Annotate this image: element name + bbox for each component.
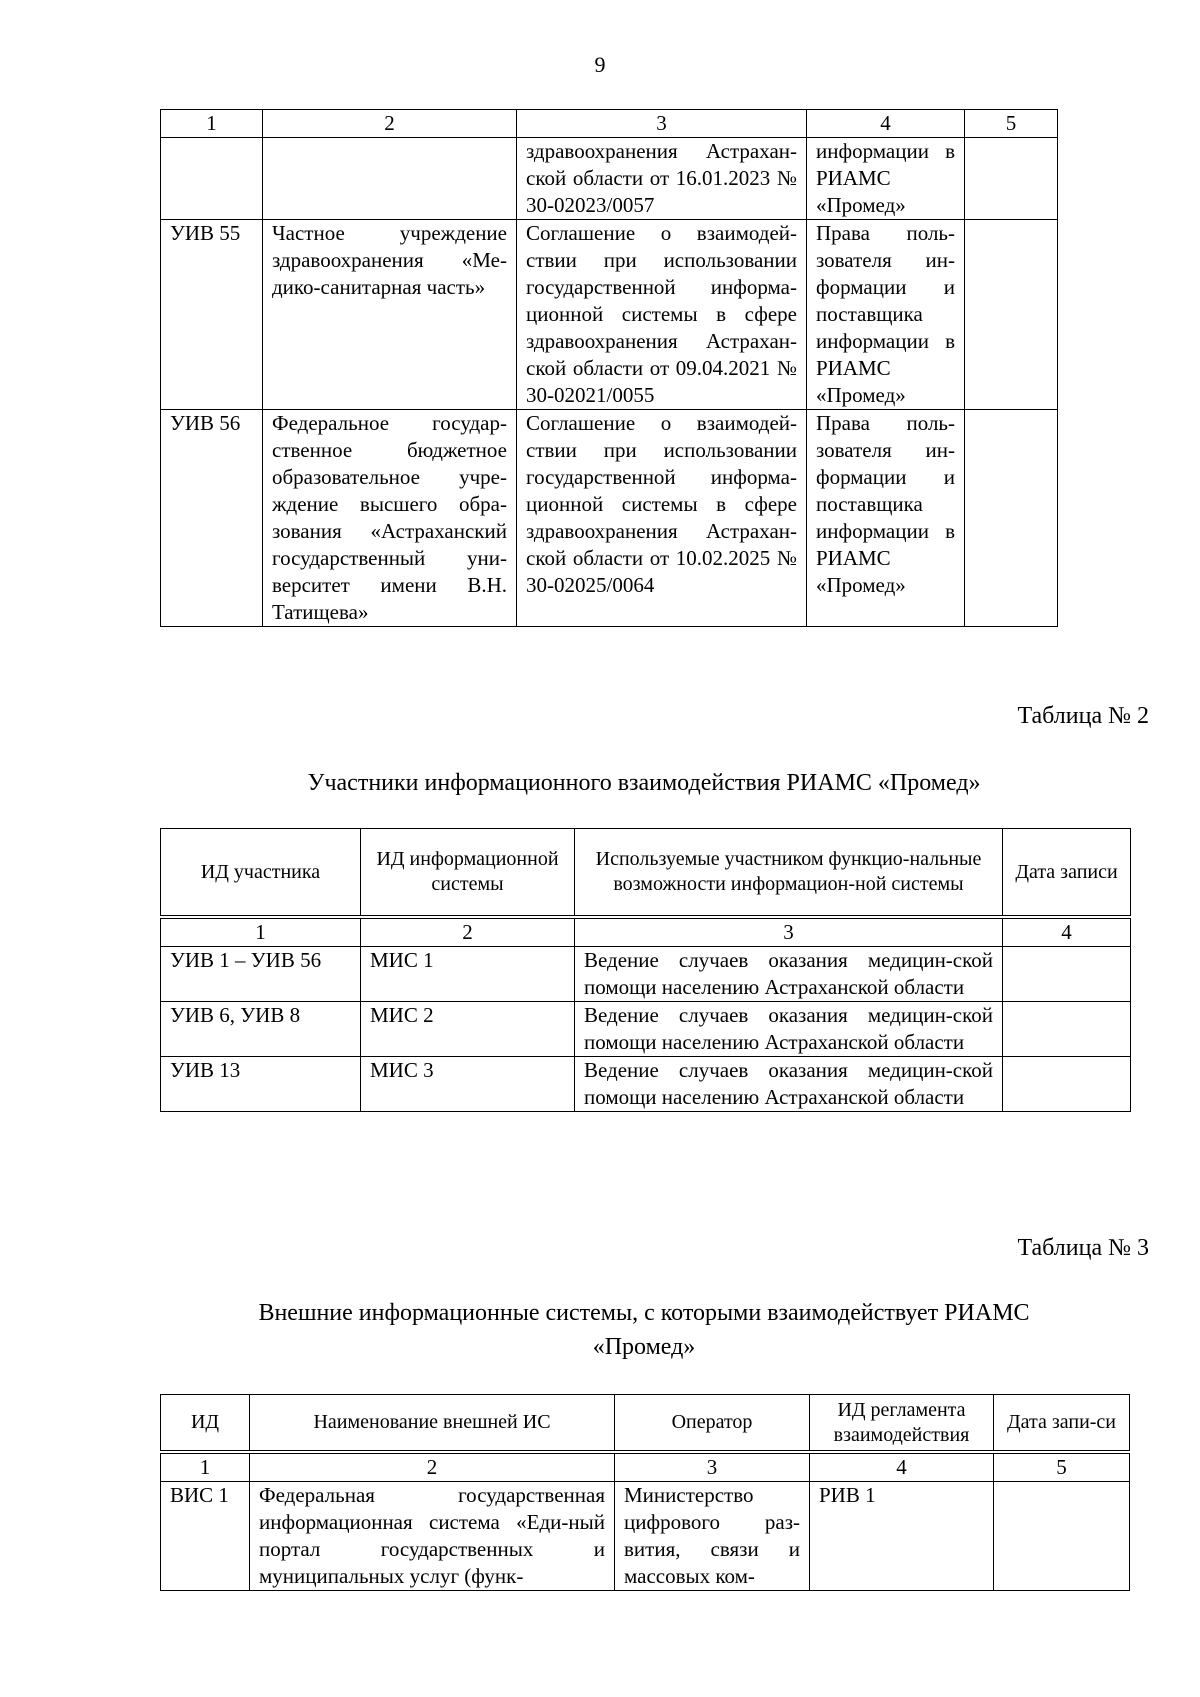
participant-rights: Права поль-зователя ин-формации и поставщика информации в РИАМС «Промед» xyxy=(807,410,965,627)
header-operator: Оператор xyxy=(615,1395,810,1451)
column-number: 1 xyxy=(161,919,361,947)
column-number: 3 xyxy=(615,1454,810,1482)
participant-id: УИВ 13 xyxy=(161,1057,361,1112)
column-number: 5 xyxy=(965,110,1058,138)
table-row xyxy=(161,1057,1131,1112)
column-number: 3 xyxy=(575,919,1003,947)
system-id: МИС 2 xyxy=(361,1002,575,1057)
participant-name: Частное учреждение здравоохранения «Ме-дико-санитарная часть» xyxy=(263,220,517,410)
table-row xyxy=(161,138,1058,220)
participant-id: УИВ 55 xyxy=(161,220,263,410)
functions: Ведение случаев оказания медицин-ской помощи населению Астраханской области xyxy=(575,947,1003,1002)
table-2-label: Таблица № 2 xyxy=(1017,703,1149,729)
participant-id xyxy=(161,138,263,220)
table-1 xyxy=(160,109,1058,627)
column-number: 2 xyxy=(250,1454,615,1482)
table-3 xyxy=(160,1394,1130,1591)
participant-rights: информации в РИАМС «Промед» xyxy=(807,138,965,220)
functions: Ведение случаев оказания медицин-ской помощи населению Астраханской области xyxy=(575,1057,1003,1112)
column-number: 2 xyxy=(361,919,575,947)
table-row xyxy=(161,1482,1130,1591)
header-participant-id: ИД участника xyxy=(161,829,361,916)
system-id: МИС 1 xyxy=(361,947,575,1002)
record-date xyxy=(965,138,1058,220)
header-record-date: Дата записи xyxy=(1003,829,1131,916)
table-2-column-numbers xyxy=(161,919,1131,947)
participant-name: Федеральное государ-ственное бюджетное образовательное учре-ждение высшего обра-зования «Астраханский государственный уни-верситет имени В.Н. Татищева» xyxy=(263,410,517,627)
header-system-id: ИД информационной системы xyxy=(361,829,575,916)
external-system-name: Федеральная государственная информационная система «Еди-ный портал государственных и муниципальных услуг (функ- xyxy=(250,1482,615,1591)
participant-rights: Права поль-зователя ин-формации и поставщика информации в РИАМС «Промед» xyxy=(807,220,965,410)
column-number: 1 xyxy=(161,110,263,138)
table-3-title-line-1: Внешние информационные системы, с которыми взаимодействует РИАМС xyxy=(258,1300,1030,1326)
table-2 xyxy=(160,828,1131,1112)
header-functions: Используемые участником функцио-нальные возможности информацион-ной системы xyxy=(575,829,1003,916)
participant-id: УИВ 1 – УИВ 56 xyxy=(161,947,361,1002)
column-number: 3 xyxy=(517,110,807,138)
column-number: 5 xyxy=(994,1454,1130,1482)
header-reglament-id: ИД регламента взаимодействия xyxy=(810,1395,994,1451)
table-3-label: Таблица № 3 xyxy=(1017,1235,1149,1261)
participant-id: УИВ 56 xyxy=(161,410,263,627)
reglament-id: РИВ 1 xyxy=(810,1482,994,1591)
record-date xyxy=(965,410,1058,627)
record-date xyxy=(1003,1057,1131,1112)
operator: Министерство цифрового раз-вития, связи и массовых ком- xyxy=(615,1482,810,1591)
table-1-column-numbers xyxy=(161,110,1058,138)
agreement-doc: Соглашение о взаимодей-ствии при использовании государственной информа-ционной системы в сфере здравоохранения Астрахан-ской области от 09.04.2021 № 30-02021/0055 xyxy=(517,220,807,410)
functions: Ведение случаев оказания медицин-ской помощи населению Астраханской области xyxy=(575,1002,1003,1057)
record-date xyxy=(1003,1002,1131,1057)
column-number: 4 xyxy=(807,110,965,138)
agreement-doc: Соглашение о взаимодей-ствии при использовании государственной информа-ционной системы в сфере здравоохранения Астрахан-ской области от 10.02.2025 № 30-02025/0064 xyxy=(517,410,807,627)
system-id: МИС 3 xyxy=(361,1057,575,1112)
table-2-header xyxy=(161,829,1131,916)
column-number: 4 xyxy=(1003,919,1131,947)
table-3-column-numbers xyxy=(161,1454,1130,1482)
table-row xyxy=(161,947,1131,1002)
agreement-doc: здравоохранения Астрахан-ской области от 16.01.2023 № 30-02023/0057 xyxy=(517,138,807,220)
header-record-date: Дата запи-си xyxy=(994,1395,1130,1451)
column-number: 4 xyxy=(810,1454,994,1482)
column-number: 1 xyxy=(161,1454,250,1482)
table-row xyxy=(161,410,1058,627)
header-external-system-name: Наименование внешней ИС xyxy=(250,1395,615,1451)
record-date xyxy=(965,220,1058,410)
header-id: ИД xyxy=(161,1395,250,1451)
record-date xyxy=(994,1482,1130,1591)
record-date xyxy=(1003,947,1131,1002)
table-row xyxy=(161,1002,1131,1057)
external-system-id: ВИС 1 xyxy=(161,1482,250,1591)
page-number: 9 xyxy=(594,52,606,77)
table-2-title: Участники информационного взаимодействия РИАМС «Промед» xyxy=(307,770,981,796)
table-3-title-line-2: «Промед» xyxy=(592,1334,696,1360)
table-row xyxy=(161,220,1058,410)
participant-name xyxy=(263,138,517,220)
table-3-header xyxy=(161,1395,1130,1451)
participant-id: УИВ 6, УИВ 8 xyxy=(161,1002,361,1057)
column-number: 2 xyxy=(263,110,517,138)
